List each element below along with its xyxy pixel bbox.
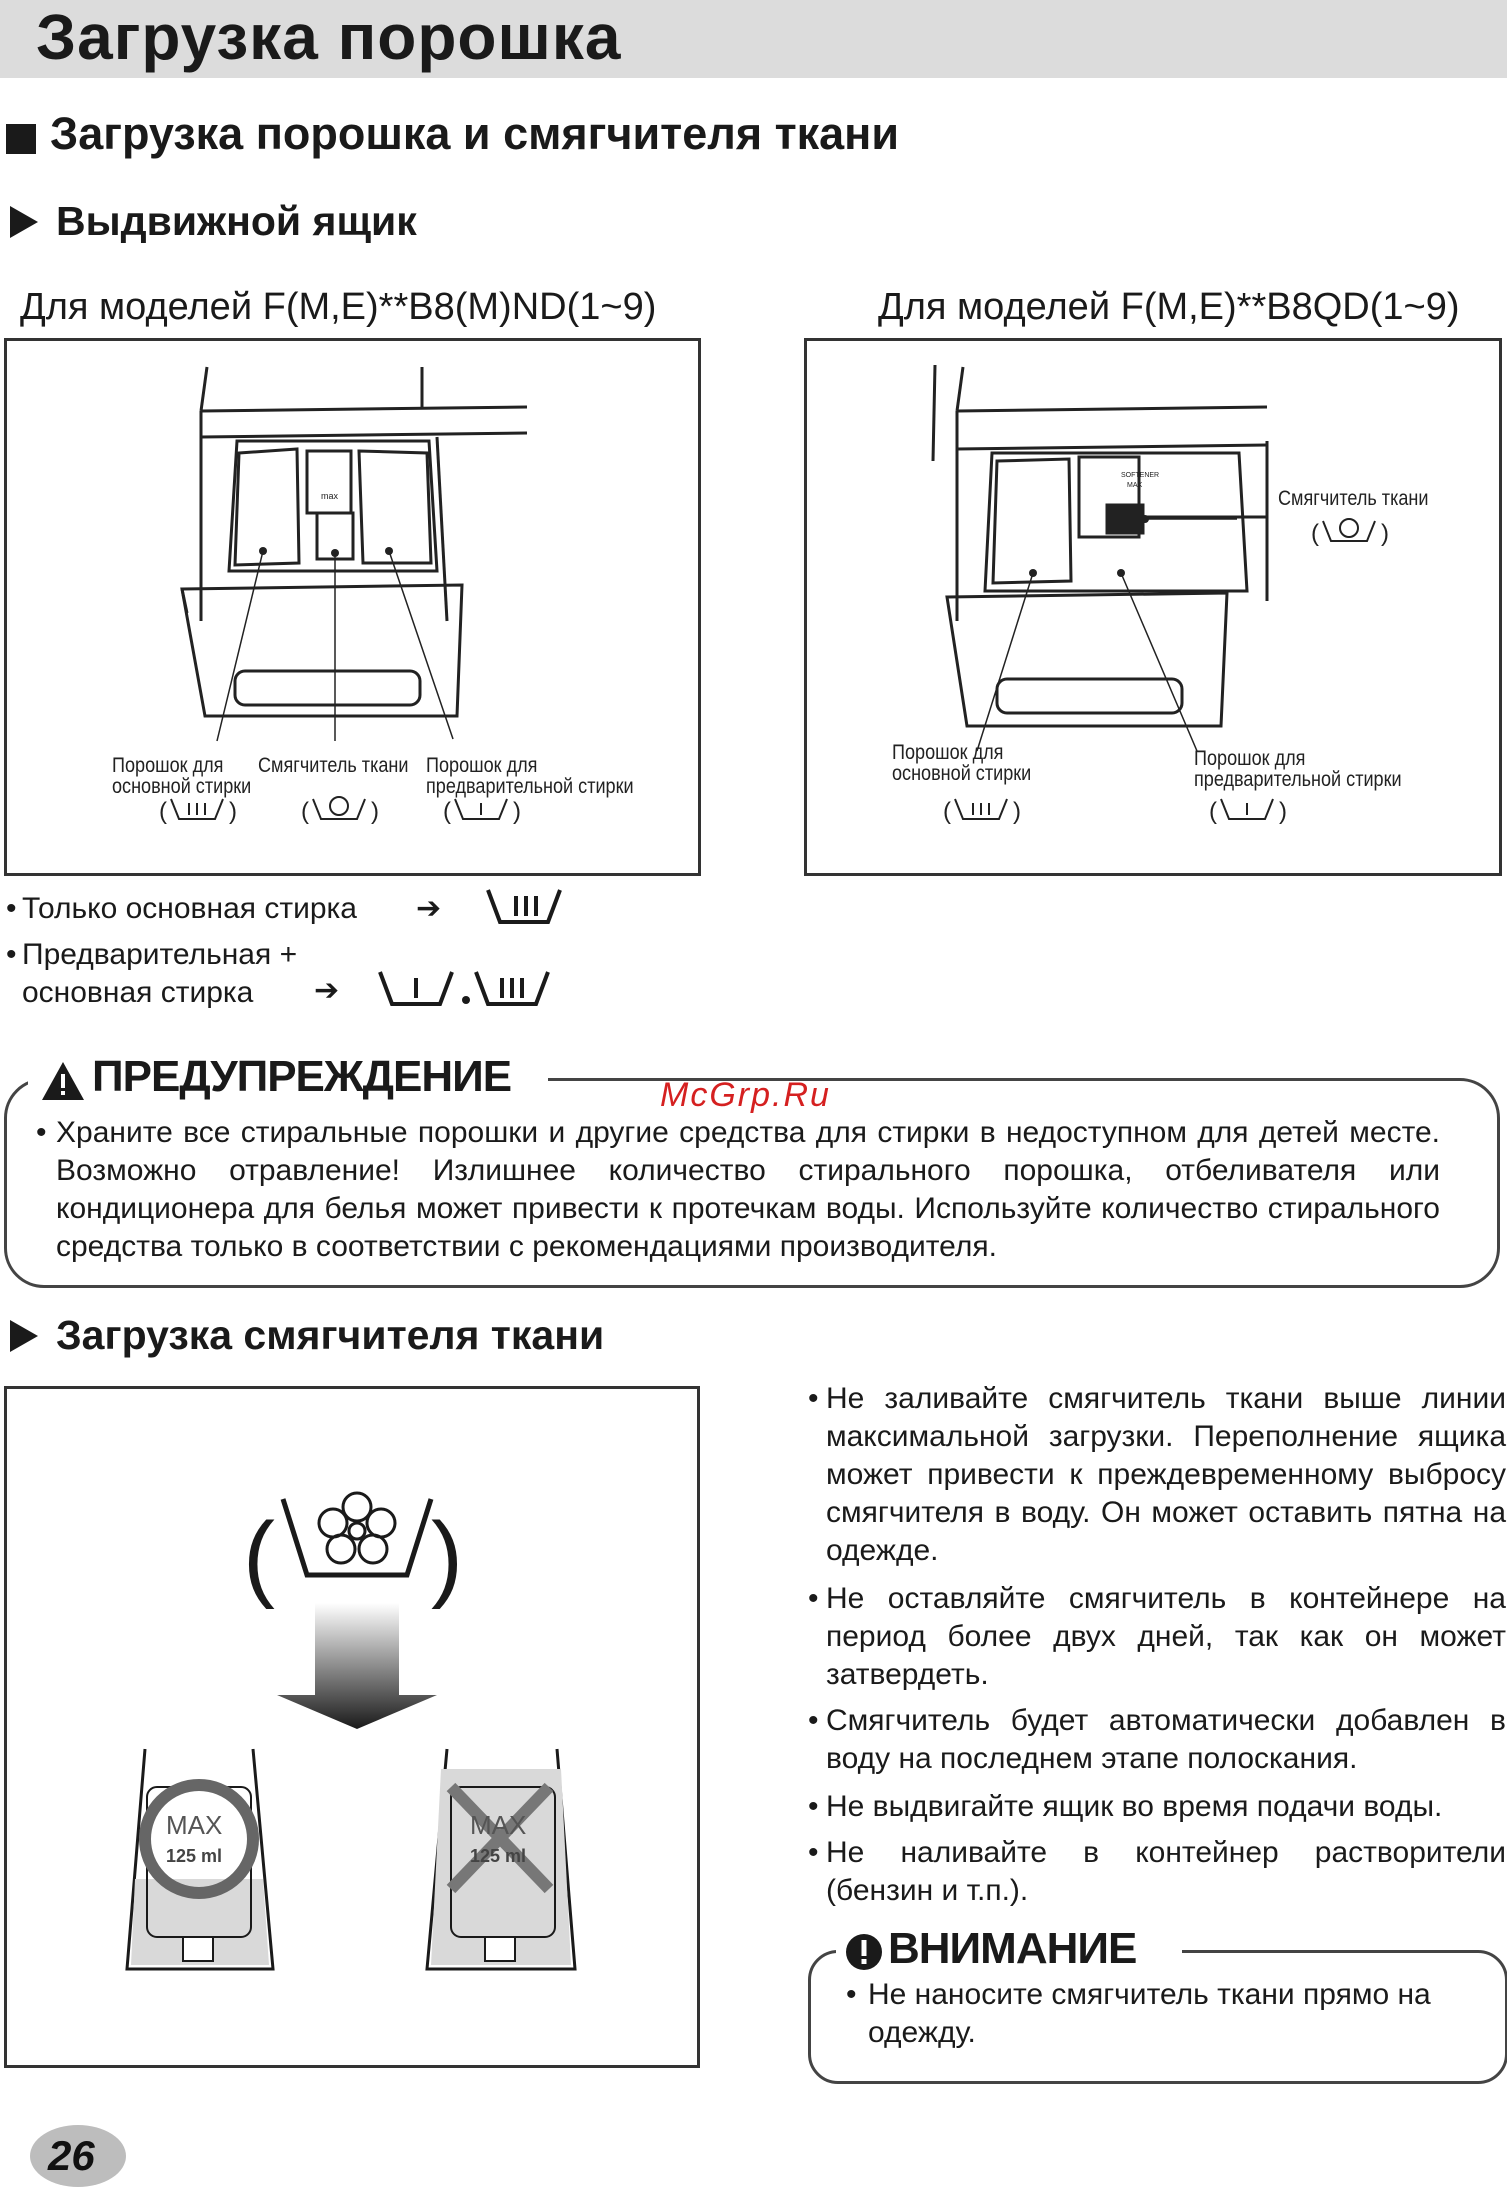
- svg-text:): ): [513, 798, 521, 825]
- softener-label-small: SOFTENER: [1121, 472, 1160, 479]
- model-caption-right: Для моделей F(M,E)**B8QD(1~9): [878, 286, 1460, 328]
- softener-bullet-4: Не выдвигайте ящик во время подачи воды.: [826, 1790, 1443, 1823]
- watermark: McGrp.Ru: [660, 1076, 831, 1114]
- label-main-wash-right: Порошок для основной стирки: [892, 741, 1032, 785]
- label-softener-right: Смягчитель ткани: [1278, 487, 1429, 510]
- svg-text:(: (: [1311, 520, 1319, 547]
- option-prewash-line2: основная стирка: [22, 976, 254, 1009]
- cup-volume-label-1: 125 ml: [166, 1846, 223, 1866]
- svg-text:(: (: [1209, 798, 1217, 825]
- svg-text:(: (: [301, 798, 309, 825]
- option-main-only: Только основная стирка: [22, 892, 357, 925]
- svg-text:(: (: [443, 798, 451, 825]
- triangle-bullet-icon: [10, 206, 38, 238]
- label-prewash-right: Порошок для предварительной стирки: [1194, 747, 1402, 791]
- drawer-figure-right: [804, 338, 1502, 876]
- bullet-dot: •: [808, 1836, 819, 1869]
- softener-bullet-5: Не наливайте в контейнер растворители (бензин и т.п.).: [826, 1836, 1506, 1907]
- cup-volume-label-2: 125 ml: [470, 1846, 527, 1866]
- softener-bullet-1: Не заливайте смягчитель ткани выше линии максимальной загрузки. Переполнение ящика может привести к преждевременному выбросу смягчителя в воду. Он может оставить пятна на одежде.: [826, 1382, 1506, 1567]
- warning-triangle-icon: [40, 1060, 86, 1102]
- softener-heading: Загрузка смягчителя ткани: [56, 1312, 605, 1358]
- caution-title: ВНИМАНИЕ: [888, 1924, 1137, 1973]
- bullet-dot: •: [808, 1382, 819, 1415]
- cup-max-label-1: MAX: [166, 1810, 223, 1840]
- prewash-plus-main-symbol-icon: [376, 966, 556, 1012]
- square-bullet-icon: [6, 124, 36, 154]
- drawer-heading: Выдвижной ящик: [56, 198, 417, 244]
- cup-max-label-2: MAX: [470, 1810, 527, 1840]
- bullet-dot: •: [6, 892, 17, 925]
- option-prewash-line1: Предварительная +: [22, 938, 298, 971]
- label-softener-left: Смягчитель ткани: [258, 754, 409, 777]
- svg-text:): ): [1279, 798, 1287, 825]
- bullet-dot: •: [36, 1116, 47, 1149]
- drawer-illustration-right: [807, 341, 1499, 873]
- arrow-icon: ➔: [416, 892, 442, 925]
- softener-bullet-3: Смягчитель будет автоматически добавлен в воду на последнем этапе полоскания.: [826, 1704, 1506, 1775]
- warning-text: Храните все стиральные порошки и другие средства для стирки в недоступном для детей месте. Возможно отравление! Излишнее количество стирального порошка, отбеливателя или кондиционера для белья может привести к протечкам воды. Используйте количество стирального средства только в соответствии с рекомендациями производителя.: [56, 1116, 1440, 1263]
- triangle-bullet-icon: [10, 1320, 38, 1352]
- softener-bullet-2: Не оставляйте смягчитель в контейнере на период более двух дней, так как он может затвердеть.: [826, 1582, 1506, 1691]
- svg-text:): ): [371, 798, 379, 825]
- softener-illustration: [7, 1389, 697, 2065]
- svg-text:): ): [229, 798, 237, 825]
- section-title: Загрузка порошка и смягчителя ткани: [50, 108, 900, 159]
- bullet-dot: •: [808, 1582, 819, 1615]
- page-number: 26: [48, 2132, 95, 2179]
- main-wash-symbol-icon: [484, 884, 564, 928]
- bullet-dot: •: [808, 1704, 819, 1737]
- svg-text:): ): [1013, 798, 1021, 825]
- svg-text:): ): [431, 1503, 463, 1610]
- bullet-dot: •: [6, 938, 17, 971]
- label-prewash-left: Порошок для предварительной стирки: [426, 754, 634, 798]
- caution-text: Не наносите смягчитель ткани прямо на одежду.: [868, 1978, 1431, 2049]
- svg-text:): ): [1381, 520, 1389, 547]
- down-arrow-icon: [277, 1603, 437, 1729]
- arrow-icon: ➔: [314, 974, 340, 1007]
- exclamation-circle-icon: [844, 1932, 884, 1972]
- svg-text:(: (: [943, 798, 951, 825]
- model-caption-left: Для моделей F(M,E)**B8(M)ND(1~9): [20, 286, 657, 328]
- bullet-dot: •: [846, 1978, 857, 2011]
- softener-symbol-large: [243, 1493, 463, 1610]
- bullet-dot: •: [808, 1790, 819, 1823]
- softener-max-small: MAX: [1127, 482, 1143, 489]
- max-mark-small: max: [321, 491, 339, 501]
- page-title: Загрузка порошка: [36, 1, 622, 73]
- softener-figure: [4, 1386, 700, 2068]
- warning-title: ПРЕДУПРЕЖДЕНИЕ: [92, 1052, 512, 1101]
- label-main-wash-left: Порошок для основной стирки: [112, 754, 252, 798]
- svg-text:(: (: [159, 798, 167, 825]
- svg-text:(: (: [243, 1503, 275, 1610]
